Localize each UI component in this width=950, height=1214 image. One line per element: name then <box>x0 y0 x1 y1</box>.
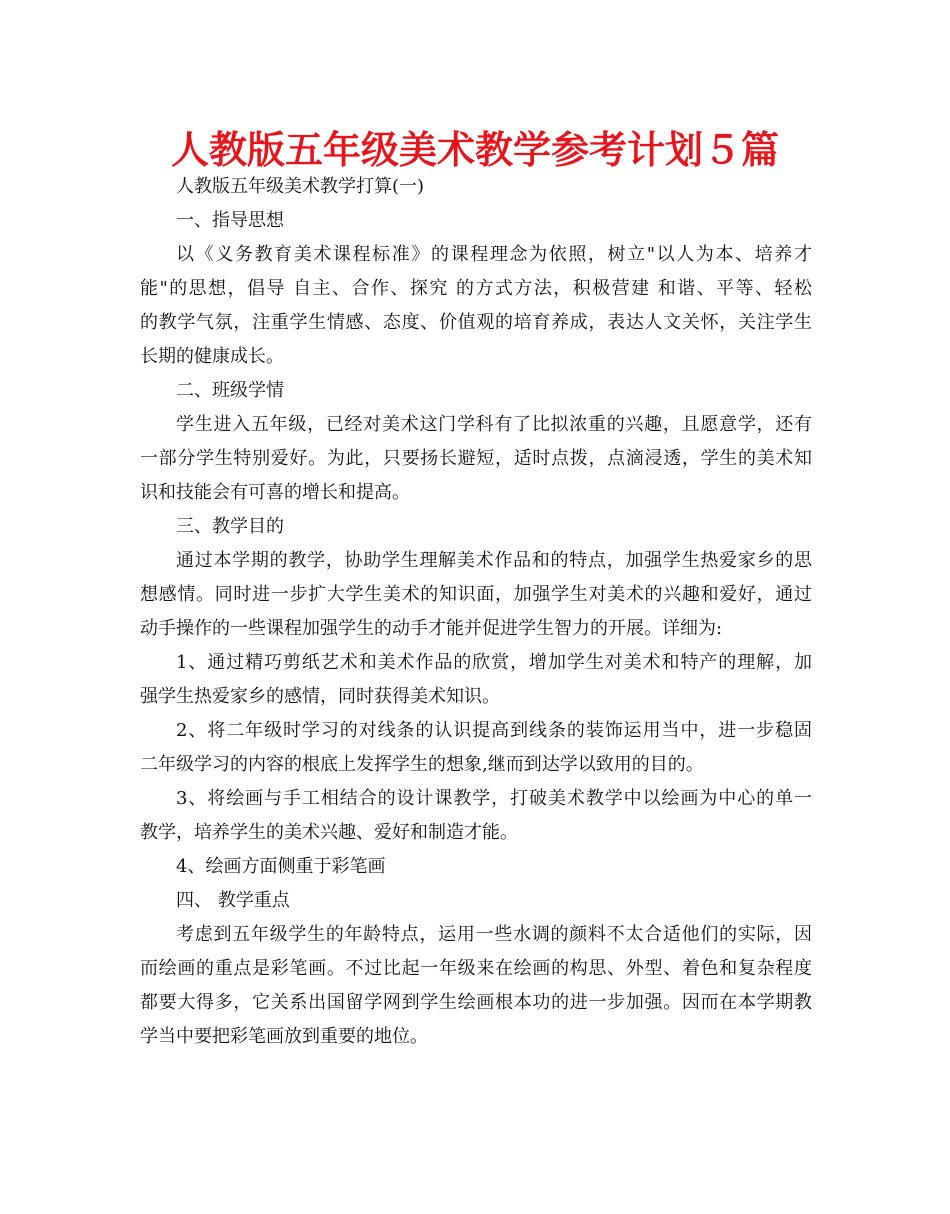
text-line: 动手操作的一些课程加强学生的动手才能并促进学生智力的开展。详细为: <box>140 618 723 639</box>
text-line: 能"的思想，倡导 自主、合作、探究 的方式方法，积极营建 和谐、平等、轻松 <box>140 278 812 299</box>
document-body <box>140 170 812 1054</box>
text-line: 而绘画的重点是彩笔画。不过比起一年级来在绘画的构思、外型、着色和复杂程度 <box>140 958 812 979</box>
text-line: 二年级学习的内容的根底上发挥学生的想象,继而到达学以致用的目的。 <box>140 754 704 775</box>
text-line: 以《义务教育美术课程标准》的课程理念为依照，树立"以人为本、培养才 <box>176 244 812 265</box>
text-line: 1、通过精巧剪纸艺术和美术作品的欣赏，增加学生对美术和特产的理解，加 <box>176 652 812 673</box>
text-line: 四、 教学重点 <box>176 890 290 911</box>
text-line: 人教版五年级美术教学打算(一) <box>176 176 425 197</box>
text-line: 都要大得多，它关系出国留学网到学生绘画根本功的进一步加强。因而在本学期教 <box>140 992 812 1013</box>
text-line: 长期的健康成长。 <box>140 346 284 367</box>
text-line: 2、将二年级时学习的对线条的认识提高到线条的装饰运用当中，进一步稳固 <box>176 720 812 741</box>
text-line: 通过本学期的教学，协助学生理解美术作品和的特点，加强学生热爱家乡的思 <box>176 550 812 571</box>
text-line: 一、指导思想 <box>176 210 284 231</box>
text-line: 三、教学目的 <box>176 516 284 537</box>
text-line: 想感情。同时进一步扩大学生美术的知识面，加强学生对美术的兴趣和爱好，通过 <box>140 584 812 605</box>
text-line: 识和技能会有可喜的增长和提高。 <box>140 482 410 503</box>
text-line: 3、将绘画与手工相结合的设计课教学，打破美术教学中以绘画为中心的单一 <box>176 788 812 809</box>
document-title: 人教版五年级美术教学参考计划５篇 <box>170 128 779 172</box>
text-line: 学生进入五年级，已经对美术这门学科有了比拟浓重的兴趣，且愿意学，还有 <box>176 414 812 435</box>
text-line: 4、绘画方面侧重于彩笔画 <box>176 856 386 877</box>
text-line: 二、班级学情 <box>176 380 284 401</box>
text-line: 教学，培养学生的美术兴趣、爱好和制造才能。 <box>140 822 518 843</box>
text-line: 一部分学生特别爱好。为此，只要扬长避短，适时点拨，点滴浸透，学生的美术知 <box>140 448 812 469</box>
text-line: 的教学气氛，注重学生情感、态度、价值观的培育养成，表达人文关怀，关注学生 <box>140 312 812 333</box>
text-line: 学当中要把彩笔画放到重要的地位。 <box>140 1026 428 1047</box>
text-line: 强学生热爱家乡的感情，同时获得美术知识。 <box>140 686 500 707</box>
text-line: 考虑到五年级学生的年龄特点，运用一些水调的颜料不太合适他们的实际，因 <box>176 924 812 945</box>
